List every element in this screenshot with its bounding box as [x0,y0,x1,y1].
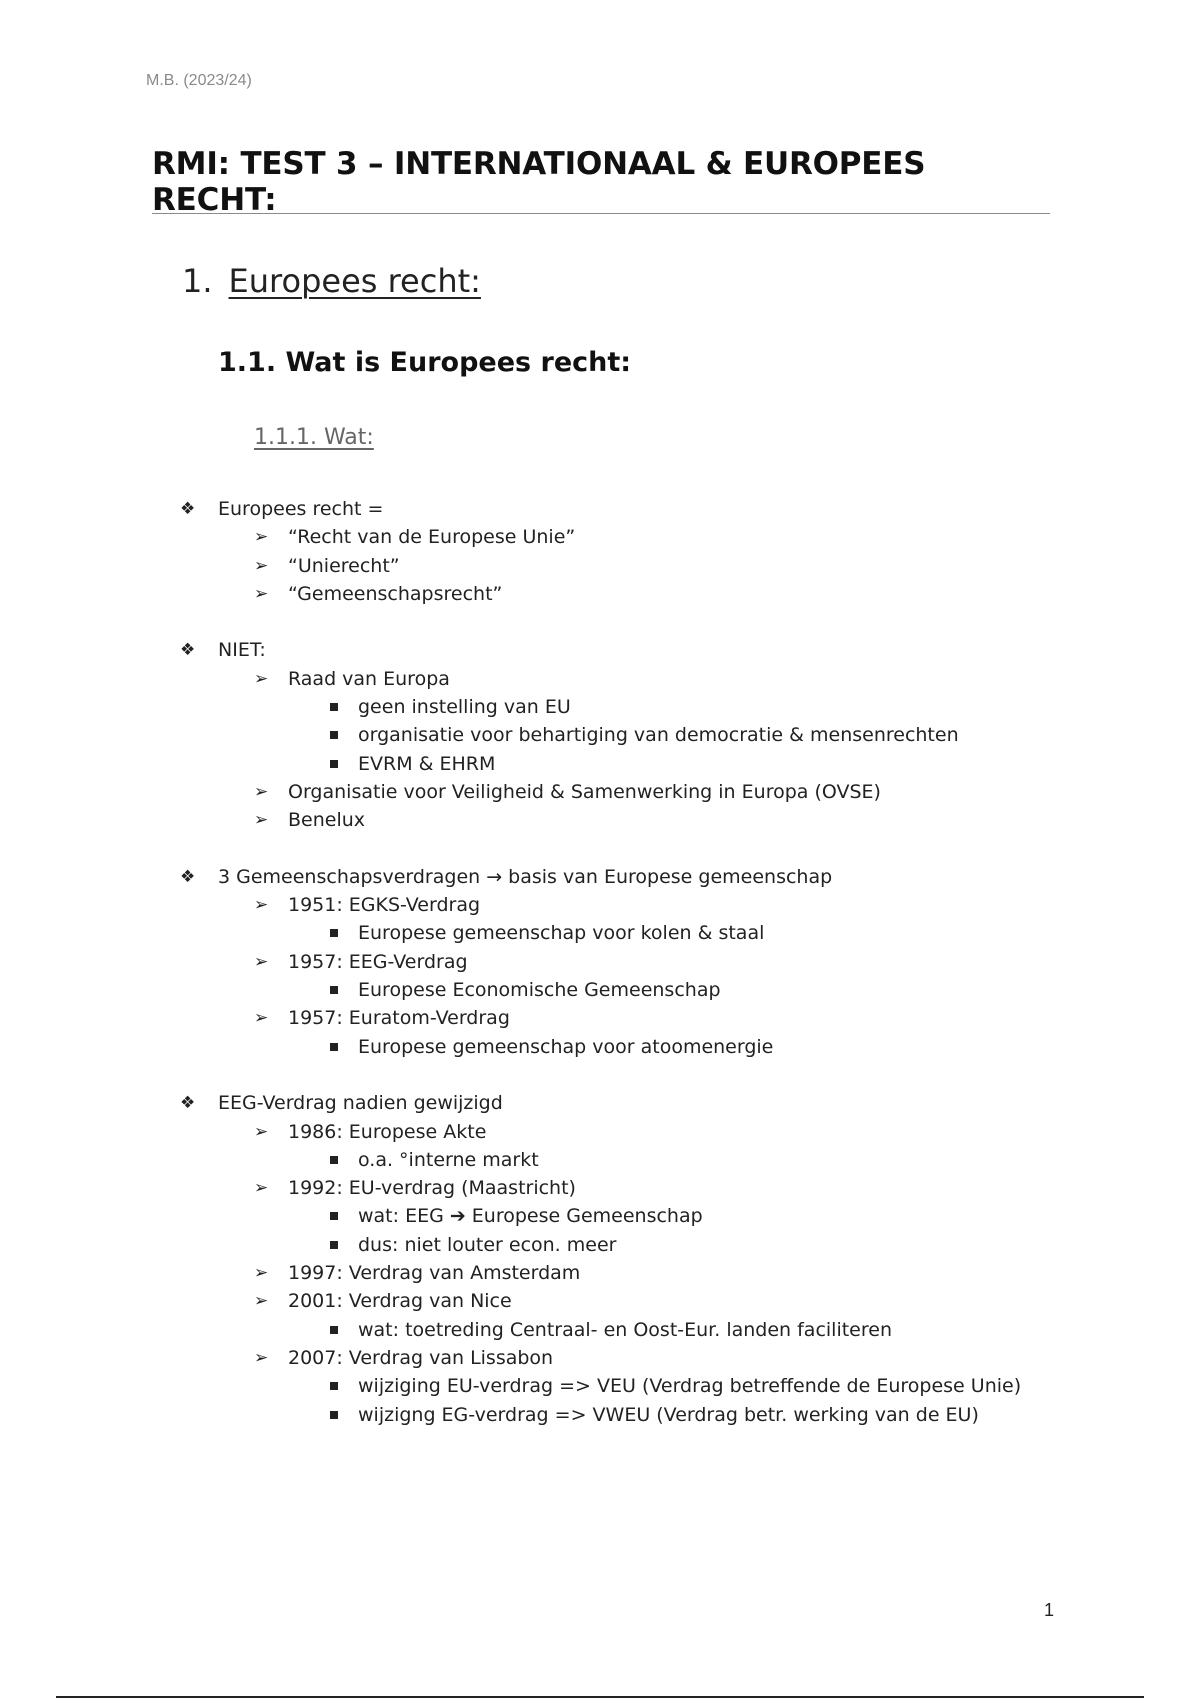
list-item-text: “Unierecht” [288,554,400,577]
bullet-list-level-3 [288,1033,1040,1061]
list-item-text: 2001: Verdrag van Nice [288,1290,512,1313]
square-bullet-icon [330,760,338,768]
list-item [254,778,1040,806]
list-item-text: Europese Economische Gemeenschap [358,979,721,1002]
diamond-bullet-icon: ❖ [180,640,196,661]
arrowhead-bullet-icon: ➢ [254,1178,269,1199]
document-title: RMI: TEST 3 – INTERNATIONAAL & EUROPEES RECHT: [152,146,926,218]
list-item [254,1174,1040,1259]
square-bullet-icon [330,929,338,937]
square-bullet-icon [330,1411,338,1419]
list-item [180,1089,1040,1429]
list-item-text: Benelux [288,809,366,832]
footer-divider [56,1696,1144,1698]
list-item-text: wijzigng EG-verdrag => VWEU (Verdrag betr. werking van de EU) [358,1403,979,1426]
list-item [324,1033,1040,1061]
list-item-text: Europese gemeenschap voor kolen & staal [358,922,765,945]
list-item [254,948,1040,1005]
subsubsection-heading-1-1-1: 1.1.1. Wat: [254,425,374,450]
bullet-list-level-3 [288,1316,1040,1344]
arrowhead-bullet-icon: ➢ [254,668,269,689]
list-item [254,806,1040,834]
bullet-list-level-2 [218,523,1040,608]
list-item [180,495,1040,608]
bullet-list-level-3 [288,976,1040,1004]
list-item [324,1401,1040,1429]
list-item-text: Europese gemeenschap voor atoomenergie [358,1035,774,1058]
list-item-text: 2007: Verdrag van Lissabon [288,1346,554,1369]
list-item [254,1004,1040,1061]
square-bullet-icon [330,703,338,711]
bullet-list-level-3 [288,1372,1040,1429]
list-item [324,1202,1040,1230]
diamond-bullet-icon: ❖ [180,499,196,519]
list-item-text: NIET: [218,639,266,662]
diamond-bullet-icon: ❖ [180,866,196,887]
arrowhead-bullet-icon: ➢ [254,583,269,604]
list-item [254,580,1040,608]
square-bullet-icon [330,1156,338,1164]
list-item [180,636,1040,834]
list-item [324,1316,1040,1344]
square-bullet-icon [330,1382,338,1390]
arrowhead-bullet-icon: ➢ [254,781,269,802]
list-item [254,1259,1040,1287]
list-item-text: Organisatie voor Veiligheid & Samenwerking in Europa (OVSE) [288,780,881,803]
list-item [254,1287,1040,1344]
list-item-text: o.a. °interne markt [358,1148,539,1171]
list-item [324,721,1040,749]
list-item-text: 1951: EGKS-Verdrag [288,894,481,917]
bullet-list [180,495,1040,1457]
header-note: M.B. (2023/24) [146,72,252,89]
bullet-list-level-2 [218,1118,1040,1429]
arrowhead-bullet-icon: ➢ [254,1347,269,1368]
section-number: 1. [182,262,213,300]
list-item-text: 1957: EEG-Verdrag [288,950,468,973]
bullet-list-level-3 [288,1146,1040,1174]
section-heading-1 [182,262,481,300]
arrowhead-bullet-icon: ➢ [254,810,269,831]
section-title: Europees recht: [228,262,481,300]
diamond-bullet-icon: ❖ [180,1093,196,1114]
list-item-text: 1997: Verdrag van Amsterdam [288,1262,581,1285]
square-bullet-icon [330,1326,338,1334]
list-item-text: wat: toetreding Centraal- en Oost-Eur. landen faciliteren [358,1318,892,1341]
list-item [324,1231,1040,1259]
list-item [254,552,1040,580]
arrowhead-bullet-icon: ➢ [254,527,269,548]
list-item-text: 1957: Euratom-Verdrag [288,1007,510,1030]
bullet-list-level-2 [218,891,1040,1061]
square-bullet-icon [330,1212,338,1220]
arrowhead-bullet-icon: ➢ [254,555,269,576]
list-item [180,863,1040,1061]
bullet-list-level-3 [288,693,1040,778]
arrowhead-bullet-icon: ➢ [254,895,269,916]
square-bullet-icon [330,986,338,994]
list-item-text: wijziging EU-verdrag => VEU (Verdrag betreffende de Europese Unie) [358,1375,1022,1398]
list-item [254,891,1040,948]
square-bullet-icon [330,1043,338,1051]
square-bullet-icon [330,1241,338,1249]
list-item-text: 1992: EU-verdrag (Maastricht) [288,1177,576,1200]
bullet-list-level-3 [288,919,1040,947]
arrowhead-bullet-icon: ➢ [254,1008,269,1029]
arrowhead-bullet-icon: ➢ [254,1291,269,1312]
arrowhead-bullet-icon: ➢ [254,1263,269,1284]
subsection-heading-1-1: 1.1. Wat is Europees recht: [218,347,632,378]
title-divider [152,213,1050,214]
list-item [254,1344,1040,1429]
list-item [324,750,1040,778]
list-item [324,976,1040,1004]
list-item-text: Europees recht = [218,498,384,520]
list-item [254,1118,1040,1175]
bullet-list-level-2 [218,665,1040,835]
list-item [324,1372,1040,1400]
bullet-list-level-1 [180,495,1040,1429]
list-item-text: dus: niet louter econ. meer [358,1233,617,1256]
list-item-text: 3 Gemeenschapsverdragen → basis van Europese gemeenschap [218,865,833,888]
list-item-text: geen instelling van EU [358,696,571,719]
list-item-text: EVRM & EHRM [358,752,496,775]
list-item [254,523,1040,551]
page-number: 1 [1044,1600,1055,1620]
list-item-text: 1986: Europese Akte [288,1120,487,1143]
list-item-text: Raad van Europa [288,667,450,690]
arrowhead-bullet-icon: ➢ [254,1121,269,1142]
list-item-text: EEG-Verdrag nadien gewijzigd [218,1092,503,1115]
list-item [324,1146,1040,1174]
list-item [324,919,1040,947]
list-item [324,693,1040,721]
list-item-text: organisatie voor behartiging van democratie & mensenrechten [358,724,959,747]
arrowhead-bullet-icon: ➢ [254,951,269,972]
list-item-text: wat: EEG ➔ Europese Gemeenschap [358,1205,703,1228]
square-bullet-icon [330,731,338,739]
list-item-text: “Recht van de Europese Unie” [288,526,576,549]
bullet-list-level-3 [288,1202,1040,1259]
list-item-text: “Gemeenschapsrecht” [288,582,503,605]
list-item [254,665,1040,778]
